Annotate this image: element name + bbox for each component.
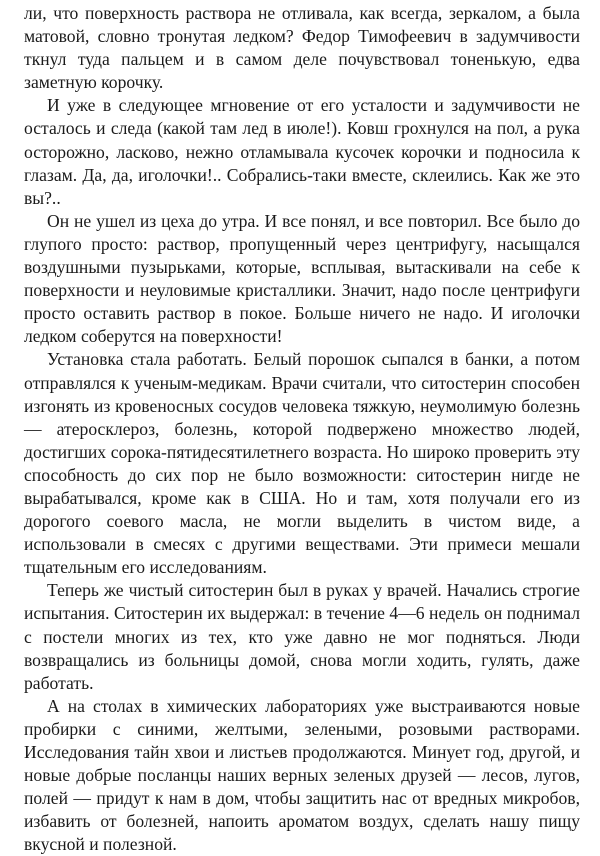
paragraph-5: Теперь же чистый ситостерин был в руках у врачей. Начались строгие испытания. Ситостерин их выдержал: в течение 4—6 недель он поднимал с постели многих из тех, кто уже давно не мог подняться. Люди возвращались из больницы домой, снова могли ходить, гулять, даже работать. xyxy=(24,580,580,693)
paragraph-3: Он не ушел из цеха до утра. И все понял, и все повторил. Все было до глупого просто: раствор, пропущенный через центрифугу, насыщался воздушными пузырьками, которые, всплывая, вытаскивали на себе к поверхности и неуловимые кристаллики. Значит, надо после центрифуги просто оставить раствор в покое. Больше ничего не надо. И иголочки ледком соберутся на поверхности! xyxy=(24,210,580,347)
paragraph-6: А на столах в химических лабораториях уже выстраиваются новые пробирки с синими, желтыми, зелеными, розовыми растворами. Исследования тайн хвои и листьев продолжаются. Минует год, другой, и новые добрые посланцы наших верных зеленых друзей — лесов, лугов, полей — придут к нам в дом, чтобы защитить нас от вредных микробов, избавить от болезней, напоить ароматом воздух, сделать нашу пищу вкусной и полезной. xyxy=(24,695,580,855)
paragraph-4: Установка стала работать. Белый порошок сыпался в банки, а потом отправлялся к ученым-медикам. Врачи считали, что ситостерин способен изгонять из кровеносных сосудов человека тяжкую, неумолимую болезнь — атеросклероз, болезнь, которой подвержено множество людей, достигших сорока-пятидесятилетнего возраста. Но широко проверить эту способность до сих пор не было возможности: ситостерин нигде не вырабатывался, кроме как в США. Но и там, хотя получали его из дорогого соевого масла, не могли выделить в чистом виде, а использовали в смесях с другими веществами. Эти примеси мешали тщательным его исследованиям. xyxy=(24,349,580,578)
paragraph-2: И уже в следующее мгновение от его усталости и задумчивости не осталось и следа (какой там лед в июле!). Ковш грохнулся на пол, а рука осторожно, ласково, нежно отламывала кусочек корочки и подносила к глазам. Да, да, иголочки!.. Собрались-таки вместе, склеились. Как же это вы?.. xyxy=(24,95,580,208)
page-text xyxy=(24,2,580,856)
paragraph-1: ли, что поверхность раствора не отливала, как всегда, зеркалом, а была матовой, словно тронутая ледком? Федор Тимофеевич в задумчивости ткнул туда пальцем и в самом деле почувствовал тоненькую, едва заметную корочку. xyxy=(24,3,580,93)
